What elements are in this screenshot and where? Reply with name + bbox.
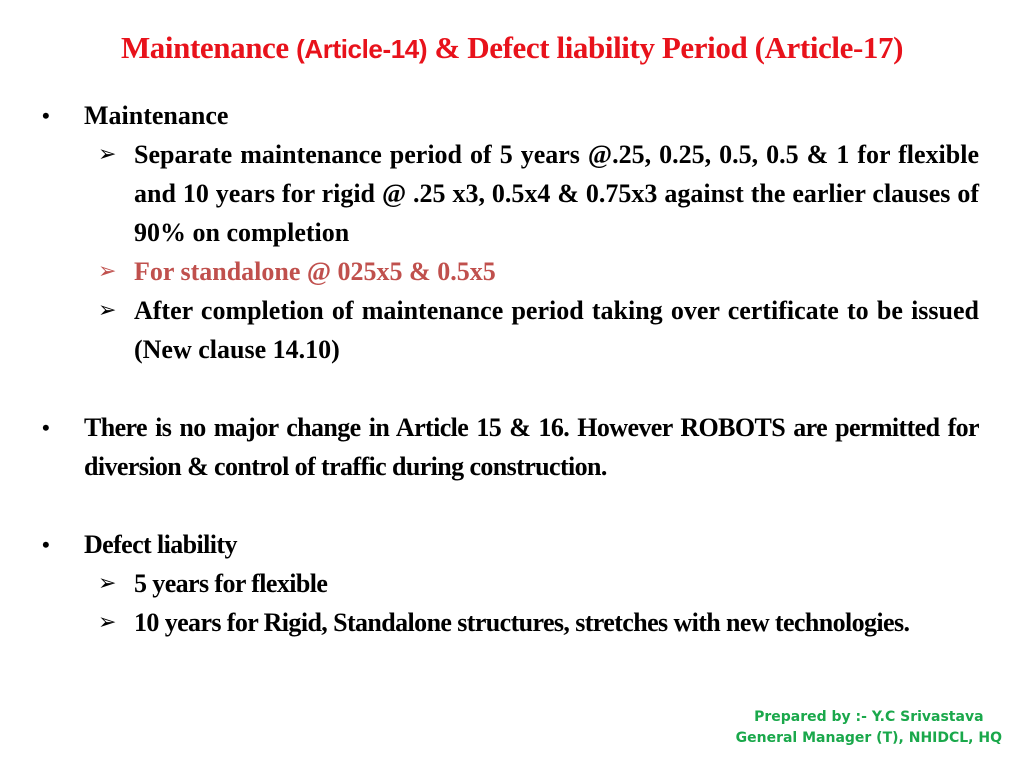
sub-bullet-taking-over-certificate <box>0 291 1024 369</box>
bullet-maintenance <box>0 96 1024 135</box>
bullet-text: There is no major change in Article 15 & 16. However ROBOTS are permitted for diversion & control of traffic during construction. <box>84 413 979 481</box>
sub-bullet-text: 5 years for flexible <box>134 569 328 598</box>
bullet-text: Defect liability <box>84 530 237 559</box>
arrowhead-bullet-icon: ➢ <box>98 259 117 284</box>
footer-designation: General Manager (T), NHIDCL, HQ <box>735 730 1002 746</box>
arrowhead-bullet-icon: ➢ <box>98 298 117 323</box>
arrowhead-bullet-icon: ➢ <box>98 142 117 167</box>
sub-bullet-flexible <box>0 564 1024 603</box>
slide-content <box>0 96 1024 642</box>
arrowhead-bullet-icon: ➢ <box>98 571 116 596</box>
bullet-dot-icon: • <box>42 103 50 128</box>
footer-credit <box>736 707 1002 749</box>
spacer <box>0 486 1024 525</box>
spacer <box>0 369 1024 408</box>
sub-bullet-rigid <box>0 603 1024 642</box>
sub-bullet-separate-maintenance <box>0 135 1024 252</box>
sub-bullet-text: Separate maintenance period of 5 years @.25, 0.25, 0.5, 0.5 & 1 for flexible and 10 years for rigid @ .25 x3, 0.5x4 & 0.75x3 against the earlier clauses of 90% on completion <box>134 140 979 247</box>
bullet-defect-liability <box>0 525 1024 564</box>
sub-bullet-text: 10 years for Rigid, Standalone structures, stretches with new technologies. <box>134 608 910 637</box>
bullet-article-15-16 <box>0 408 1024 486</box>
sub-bullet-standalone <box>0 252 1024 291</box>
sub-bullet-text: For standalone @ 025x5 & 0.5x5 <box>134 257 496 286</box>
arrowhead-bullet-icon: ➢ <box>98 610 116 635</box>
title-article-14: (Article-14) <box>296 34 428 64</box>
bullet-text: Maintenance <box>84 101 229 130</box>
title-maintenance: Maintenance <box>120 30 297 65</box>
bullet-dot-icon: • <box>42 415 50 440</box>
slide-title <box>0 30 1024 66</box>
footer-prepared-by: Prepared by :- Y.C Srivastava <box>754 709 984 725</box>
sub-bullet-text: After completion of maintenance period taking over certificate to be issued (New clause 14.10) <box>134 296 979 364</box>
title-defect-liability: & Defect liability Period (Article-17) <box>427 30 904 65</box>
bullet-dot-icon: • <box>42 532 50 557</box>
